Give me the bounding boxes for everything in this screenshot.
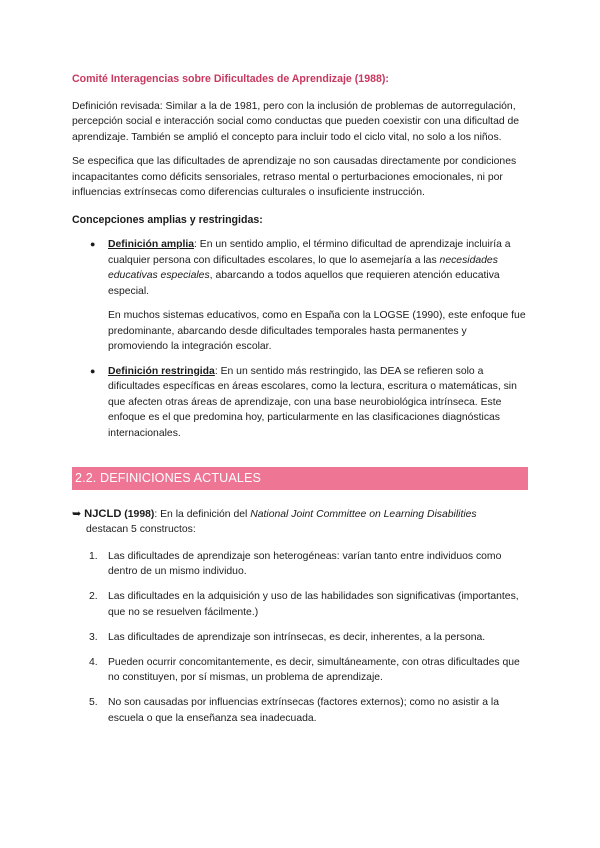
broad-definition-term: Definición amplia	[108, 239, 195, 250]
committee-paragraph-2: Se especifica que las dificultades de aprendizaje no son causadas directamente por condiciones incapacitantes como déficits sensoriales, retraso mental o perturbaciones emocionales, ni por influencias extrínsecas como diferencias culturales o insuficiente instrucción.	[72, 156, 517, 198]
definitions-list	[86, 237, 528, 441]
item-number: 2.	[89, 591, 98, 602]
item-text: No son causadas por influencias extrínsecas (factores externos); como no asistir a la escuela o que la enseñanza sea inadecuada.	[108, 697, 499, 724]
njcld-label: NJCLD	[84, 507, 122, 520]
broad-definition-body-end: , abarcando a todos aquellos que requieren atención educativa especial.	[108, 270, 500, 297]
committee-heading: Comité Interagencias sobre Dificultades de Aprendizaje (1988):	[72, 73, 389, 85]
item-text: Las dificultades de aprendizaje son heterogéneas: varían tanto entre individuos como dentro de un mismo individuo.	[108, 550, 502, 577]
njcld-continuation: destacan 5 constructos:	[86, 524, 196, 535]
njcld-intro-text: : En la definición del	[154, 508, 251, 520]
list-item	[86, 630, 528, 646]
item-text: Pueden ocurrir concomitantemente, es decir, simultáneamente, con otras dificultades que no constituyen, por sí mismas, un problema de aprendizaje.	[108, 656, 520, 683]
item-number: 3.	[89, 631, 98, 643]
item-text: Las dificultades en la adquisición y uso de las habilidades son significativas (importantes, que no se resuelven fácilmente.)	[108, 591, 519, 618]
list-item	[86, 655, 528, 686]
njcld-intro	[72, 507, 528, 538]
broad-definition-body: : En un sentido amplio, el término dificultad de aprendizaje incluiría a cualquier persona con dificultades escolares, lo que lo asemejaría a las	[108, 239, 511, 266]
broad-definition-italic: necesidades educativas especiales	[108, 254, 498, 281]
narrow-definition-term: Definición restringida	[108, 365, 215, 377]
section-title-bar: 2.2. DEFINICIONES ACTUALES	[72, 467, 528, 490]
item-text: Las dificultades de aprendizaje son intrínsecas, es decir, inherentes, a la persona.	[108, 631, 486, 643]
njcld-year: (1998)	[124, 508, 155, 520]
list-item-broad-definition	[86, 237, 528, 355]
committee-paragraph-1: Definición revisada: Similar a la de 1981, pero con la inclusión de problemas de autorregulación, percepción social e interacción social como conductas que pueden coexistir con una dificultad de aprendizaje. También se amplió el concepto para incluir todo el ciclo vital, no solo a los niños.	[72, 100, 520, 143]
conceptions-heading: Concepciones amplias y restringidas:	[72, 213, 263, 226]
bullet-icon: ●	[90, 365, 96, 376]
item-number: 4.	[89, 656, 98, 668]
broad-definition-text	[108, 237, 528, 299]
bullet-icon: ●	[90, 239, 96, 249]
list-item-narrow-definition	[86, 364, 528, 442]
njcld-committee-name: National Joint Committee on Learning Disabilities	[250, 508, 477, 520]
item-number: 1.	[89, 550, 98, 562]
narrow-definition-text	[108, 364, 528, 442]
list-item	[86, 549, 528, 580]
narrow-definition-body: : En un sentido más restringido, las DEA se refieren solo a dificultades específicas en áreas escolares, como la lectura, escritura o matemáticas, sin que afecten otras áreas de aprendizaje, con una base neurobiológica intrínseca. Este enfoque es el que predomina hoy, particularmente en las clasificaciones diagnósticas internacionales.	[108, 365, 517, 439]
constructs-list	[86, 549, 528, 727]
list-item	[86, 695, 528, 726]
broad-definition-extra: En muchos sistemas educativos, como en España con la LOGSE (1990), este enfoque fue predominante, abarcando desde dificultades temporales hasta permanentes y promoviendo la integración escolar.	[108, 310, 526, 352]
arrow-icon: ➥	[72, 507, 82, 520]
item-number: 5.	[89, 697, 98, 708]
list-item	[86, 589, 528, 620]
